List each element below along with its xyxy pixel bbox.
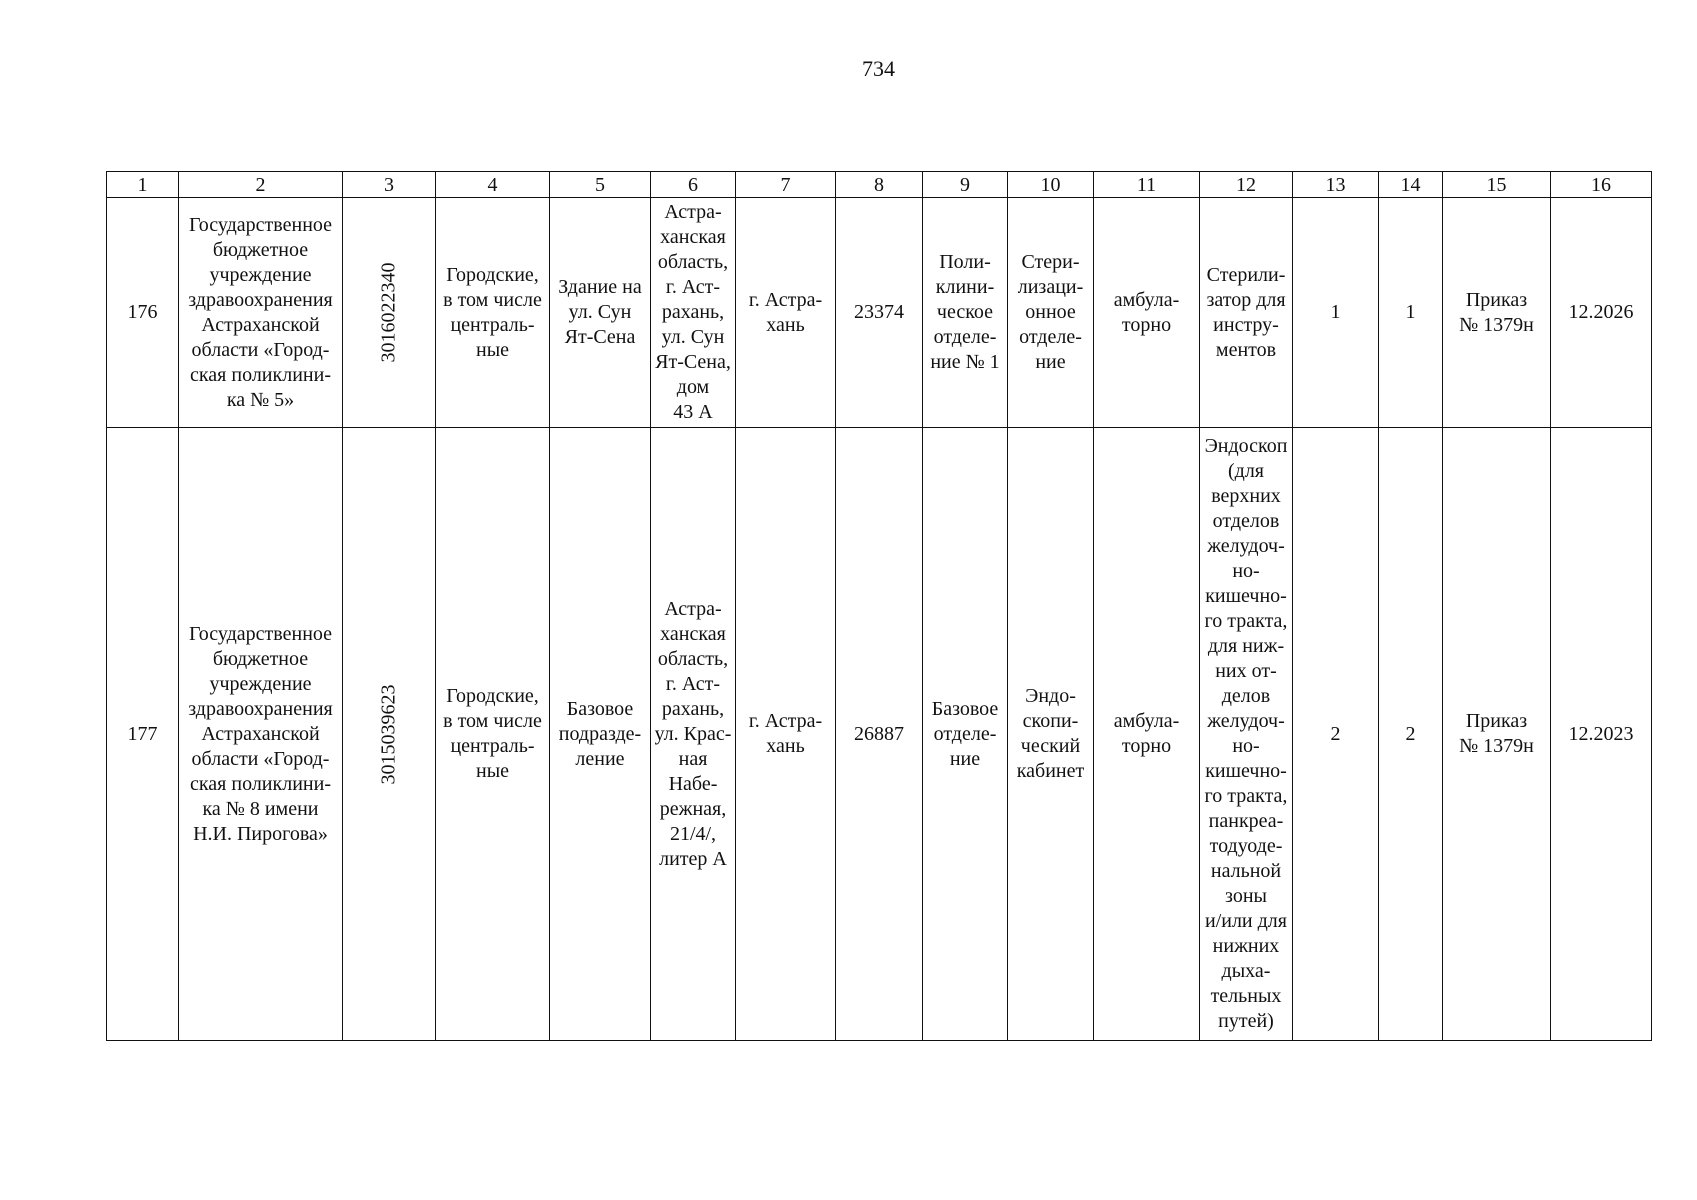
column-number-8: 8 xyxy=(836,172,923,198)
unit-cell: Эндо- скопи- ческий кабинет xyxy=(1008,428,1094,1041)
column-number-16: 16 xyxy=(1551,172,1652,198)
population-cell: 26887 xyxy=(836,428,923,1041)
settlement-type-cell: Городские, в том числе централь- ные xyxy=(436,428,550,1041)
table-row xyxy=(107,198,1652,428)
quantity-cell: 2 xyxy=(1293,428,1379,1041)
column-number-7: 7 xyxy=(736,172,836,198)
column-number-14: 14 xyxy=(1379,172,1443,198)
column-number-9: 9 xyxy=(923,172,1008,198)
column-number-5: 5 xyxy=(550,172,651,198)
row-number-cell: 176 xyxy=(107,198,179,428)
city-cell: г. Астра- хань xyxy=(736,428,836,1041)
inn-cell xyxy=(343,428,436,1041)
date-cell: 12.2023 xyxy=(1551,428,1652,1041)
column-number-12: 12 xyxy=(1200,172,1293,198)
order-cell: Приказ № 1379н xyxy=(1443,198,1551,428)
column-number-3: 3 xyxy=(343,172,436,198)
column-number-11: 11 xyxy=(1094,172,1200,198)
column-number-13: 13 xyxy=(1293,172,1379,198)
inn-text: 3016022340 xyxy=(377,262,400,363)
column-number-6: 6 xyxy=(651,172,736,198)
organization-name-cell: Государственное бюджетное учреждение здравоохранения Астраханской области «Город- ская поликлини- ка № 5» xyxy=(179,198,343,428)
quantity-cell: 1 xyxy=(1293,198,1379,428)
page-number: 734 xyxy=(862,56,895,81)
column-number-15: 15 xyxy=(1443,172,1551,198)
equipment-cell: Эндоскоп (для верхних отделов желудоч- но- кишечно- го тракта, для ниж- них от- делов желудоч- но- кишечно- го тракта, панкреа- тодуоде- нальной зоны и/или для нижних дыха- тельных путей) xyxy=(1200,428,1293,1041)
quantity-required-cell: 2 xyxy=(1379,428,1443,1041)
building-cell: Здание на ул. Сун Ят-Сена xyxy=(550,198,651,428)
register-table xyxy=(106,171,1652,1041)
order-cell: Приказ № 1379н xyxy=(1443,428,1551,1041)
address-cell: Астра- ханская область, г. Аст- рахань, ул. Крас- ная Набе- режная, 21/4/, литер А xyxy=(651,428,736,1041)
equipment-cell: Стерили- затор для инстру- ментов xyxy=(1200,198,1293,428)
inn-text: 3015039623 xyxy=(377,684,400,784)
unit-cell: Стери- лизаци- онное отделе- ние xyxy=(1008,198,1094,428)
organization-name-cell: Государственное бюджетное учреждение здравоохранения Астраханской области «Город- ская поликлини- ка № 8 имени Н.И. Пирогова» xyxy=(179,428,343,1041)
inn-cell xyxy=(343,198,436,428)
column-number-10: 10 xyxy=(1008,172,1094,198)
address-cell: Астра- ханская область, г. Аст- рахань, ул. Сун Ят-Сена, дом 43 А xyxy=(651,198,736,428)
population-cell: 23374 xyxy=(836,198,923,428)
settlement-type-cell: Городские, в том числе централь- ные xyxy=(436,198,550,428)
department-cell: Базовое отделе- ние xyxy=(923,428,1008,1041)
row-number-cell: 177 xyxy=(107,428,179,1041)
date-cell: 12.2026 xyxy=(1551,198,1652,428)
table-row xyxy=(107,428,1652,1041)
header-row xyxy=(107,172,1652,198)
care-mode-cell: амбула- торно xyxy=(1094,198,1200,428)
care-mode-cell: амбула- торно xyxy=(1094,428,1200,1041)
column-number-2: 2 xyxy=(179,172,343,198)
building-cell: Базовое подразде- ление xyxy=(550,428,651,1041)
department-cell: Поли- клини- ческое отделе- ние № 1 xyxy=(923,198,1008,428)
quantity-required-cell: 1 xyxy=(1379,198,1443,428)
city-cell: г. Астра- хань xyxy=(736,198,836,428)
column-number-1: 1 xyxy=(107,172,179,198)
column-number-4: 4 xyxy=(436,172,550,198)
